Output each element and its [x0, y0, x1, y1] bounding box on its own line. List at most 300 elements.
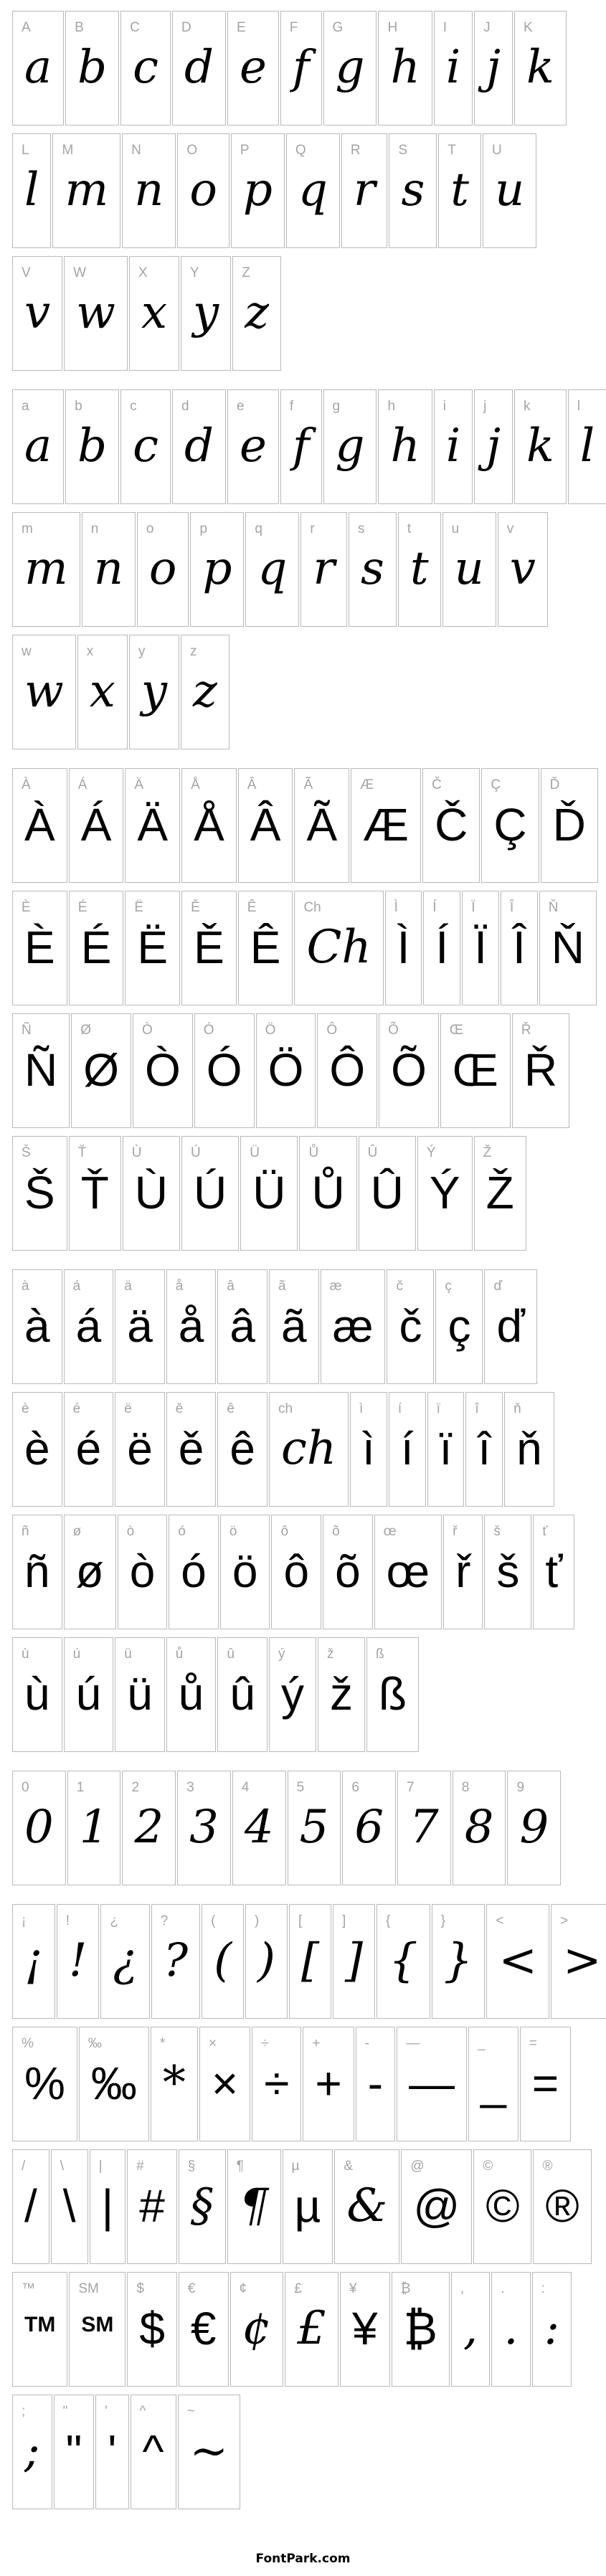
glyph-cell: [303, 2027, 354, 2141]
glyph-cell: [166, 1637, 217, 1752]
glyph-cell-label: &: [344, 2159, 354, 2174]
glyph-cell-glyph: Ï: [474, 922, 487, 973]
glyph-cell: [120, 11, 171, 126]
glyph-cell-glyph: w: [76, 286, 115, 339]
glyph-cell: [181, 891, 237, 1005]
glyph-cell-label: W: [73, 265, 87, 280]
glyph-cell-glyph: À: [24, 799, 55, 851]
glyph-row: [12, 512, 606, 627]
glyph-cell-label: g: [332, 399, 341, 414]
glyph-cell-glyph: €: [190, 2303, 217, 2354]
glyph-cell-label: Ì: [394, 900, 398, 915]
glyph-cell-glyph: É: [80, 922, 112, 973]
glyph-cell-label: ž: [326, 1647, 334, 1662]
glyph-cell-label: r: [310, 521, 315, 536]
glyph-cell: [514, 389, 567, 504]
glyph-cell-glyph: ň: [516, 1423, 542, 1474]
glyph-cell-label: Œ: [449, 1023, 463, 1038]
glyph-cell-label: Ž: [483, 1145, 492, 1160]
glyph-cell-label: Z: [242, 265, 250, 280]
glyph-cell-glyph: x: [141, 286, 168, 339]
glyph-cell-label: ÷: [261, 2036, 269, 2051]
glyph-cell-label: \: [60, 2159, 65, 2174]
glyph-cell: [378, 389, 432, 504]
glyph-cell-label: y: [138, 644, 146, 659]
glyph-cell: [57, 1904, 100, 2019]
glyph-cell: [199, 2027, 250, 2141]
glyph-cell-label: C: [130, 20, 140, 35]
glyph-cell-glyph: 7: [409, 1801, 439, 1854]
glyph-cell-label: µ: [291, 2159, 300, 2174]
glyph-cell: [166, 1392, 217, 1507]
glyph-cell-glyph: Ê: [250, 922, 281, 973]
glyph-cell-glyph: æ: [332, 1300, 374, 1352]
glyph-cell-glyph: ‰: [90, 2058, 137, 2109]
glyph-cell-glyph: e: [239, 41, 267, 94]
glyph-row: [12, 1771, 606, 1885]
glyph-cell-label: |: [98, 2159, 103, 2174]
glyph-cell-label: c: [130, 399, 137, 414]
glyph-cell-glyph: Ř: [524, 1044, 558, 1096]
glyph-cell: [129, 256, 179, 371]
glyph-cell-label: É: [77, 900, 87, 915]
glyph-cell: [269, 1392, 349, 1507]
glyph-cell-label: i: [442, 399, 446, 414]
glyph-cell: [12, 133, 51, 248]
glyph-cell: [54, 2395, 95, 2509]
glyph-cell: [374, 1515, 442, 1629]
glyph-cell: [12, 1392, 62, 1507]
glyph-cell: [12, 1136, 67, 1251]
glyph-cell-glyph: õ: [335, 1545, 361, 1597]
glyph-cell-label: æ: [329, 1279, 342, 1294]
glyph-cell: [177, 133, 229, 248]
glyph-cell-glyph: /: [24, 2180, 37, 2232]
glyph-cell: [179, 2149, 226, 2264]
glyph-cell: [181, 768, 237, 883]
glyph-cell-label: :: [541, 2281, 545, 2296]
glyph-cell: [486, 1904, 549, 2019]
glyph-cell-label: î: [475, 1401, 479, 1416]
glyph-cell: [389, 1392, 426, 1507]
glyph-row: [12, 11, 606, 126]
glyph-cell-glyph: e: [239, 420, 267, 473]
glyph-cell-label: ch: [278, 1401, 293, 1416]
glyph-cell-glyph: ×: [211, 2058, 239, 2109]
glyph-cell: [12, 635, 76, 749]
glyph-cell: [341, 133, 388, 248]
glyph-cell-glyph: Ì: [397, 922, 410, 973]
glyph-cell: [349, 512, 397, 627]
glyph-cell: [178, 2395, 241, 2509]
glyph-cell: [288, 1771, 341, 1885]
glyph-cell-glyph: Ë: [137, 922, 169, 973]
glyph-cell-glyph: y: [141, 665, 168, 718]
glyph-cell: [190, 512, 244, 627]
glyph-cell: [533, 1515, 574, 1629]
glyph-cell-glyph: å: [178, 1300, 204, 1352]
glyph-cell: [12, 2149, 49, 2264]
glyph-cell-glyph: .: [503, 2302, 519, 2355]
glyph-cell: [474, 1136, 526, 1251]
glyph-cell-label: À: [22, 777, 31, 792]
glyph-cell-label: ê: [227, 1401, 235, 1416]
glyph-cell-glyph: ù: [24, 1668, 50, 1720]
glyph-cell-glyph: 1: [79, 1801, 109, 1854]
glyph-cell-label: 3: [186, 1780, 194, 1795]
glyph-cell-label: N: [131, 143, 141, 158]
glyph-cell: [227, 2149, 281, 2264]
glyph-cell: [340, 2272, 390, 2387]
glyph-cell-label: ů: [175, 1647, 184, 1662]
glyph-cell-glyph: (: [214, 1934, 232, 1987]
glyph-cell-label: č: [396, 1279, 403, 1294]
glyph-cell: [115, 1392, 165, 1507]
glyph-cell: [194, 1013, 255, 1128]
glyph-cell-label: á: [72, 1279, 81, 1294]
glyph-cell-label: ): [255, 1913, 260, 1928]
glyph-cell-glyph: Ø: [83, 1044, 119, 1096]
glyph-cell-label: §: [187, 2159, 196, 2174]
glyph-cell: [289, 1904, 331, 2019]
glyph-cell-glyph: *: [162, 2057, 186, 2110]
glyph-cell-label: ]: [341, 1913, 346, 1928]
glyph-cell: [245, 512, 299, 627]
glyph-row: [12, 1515, 606, 1629]
glyph-cell: [318, 1637, 365, 1752]
glyph-cell: [462, 891, 499, 1005]
glyph-cell-label: Ã: [303, 777, 313, 792]
glyph-cell-glyph: v: [509, 542, 536, 595]
glyph-cell-glyph: Ü: [252, 1167, 286, 1218]
glyph-cell-glyph: Œ: [452, 1044, 498, 1096]
glyph-cell-label: ¢: [239, 2281, 247, 2296]
glyph-cell: [484, 1269, 536, 1384]
glyph-cell-label: X: [138, 265, 148, 280]
glyph-cell-glyph: Í: [435, 922, 449, 973]
glyph-cell: [12, 512, 80, 627]
glyph-cell: [202, 1904, 244, 2019]
glyph-cell: [256, 1013, 316, 1128]
glyph-cell-glyph: Î: [512, 922, 526, 973]
glyph-cell-label: å: [175, 1279, 184, 1294]
glyph-cell: [181, 1136, 239, 1251]
glyph-cell-label: F: [289, 20, 298, 35]
glyph-cell-glyph: Ñ: [24, 1044, 58, 1096]
glyph-cell-label: P: [240, 143, 250, 158]
glyph-cell: [423, 891, 460, 1005]
glyph-cell-glyph: k: [526, 420, 554, 473]
glyph-cell-glyph: Ò: [145, 1044, 181, 1096]
glyph-cell-label: >: [560, 1913, 569, 1928]
glyph-cell-glyph: |: [101, 2180, 114, 2232]
glyph-cell-label: Õ: [388, 1023, 399, 1038]
glyph-cell-glyph: $: [139, 2303, 165, 2354]
glyph-cell: [398, 512, 441, 627]
glyph-cell-glyph: l: [579, 420, 595, 473]
glyph-cell-label: +: [312, 2036, 321, 2051]
glyph-cell-label: *: [159, 2036, 166, 2051]
glyph-cell: [69, 891, 124, 1005]
glyph-cell: [12, 1515, 62, 1629]
glyph-cell-glyph: 4: [244, 1801, 274, 1854]
glyph-cell-label: 0: [22, 1780, 29, 1795]
glyph-cell-glyph: l: [24, 164, 39, 217]
glyph-cell-label: %: [22, 2036, 34, 2051]
glyph-cell: [389, 133, 437, 248]
glyph-cell-glyph: Ô: [329, 1044, 366, 1096]
glyph-cell-glyph: ©: [486, 2180, 520, 2232]
glyph-section-uppercase-basic: [12, 11, 606, 371]
glyph-cell-glyph: }: [443, 1934, 473, 1987]
glyph-cell-label: z: [190, 644, 197, 659]
glyph-cell: [520, 2027, 571, 2141]
glyph-cell: [12, 1771, 66, 1885]
glyph-row: [12, 1013, 606, 1128]
glyph-cell-label: Î: [509, 900, 514, 915]
glyph-cell-label: ò: [126, 1524, 135, 1539]
glyph-cell: [280, 389, 322, 504]
glyph-cell: [417, 1136, 473, 1251]
glyph-cell: [227, 389, 279, 504]
glyph-cell: [69, 768, 124, 883]
glyph-cell: [12, 11, 64, 126]
glyph-cell-label: Ê: [247, 900, 257, 915]
glyph-cell-label: ß: [375, 1647, 384, 1662]
glyph-cell: [67, 1771, 121, 1885]
glyph-cell: [12, 389, 64, 504]
glyph-cell: [127, 2272, 177, 2387]
glyph-cell-glyph: œ: [386, 1545, 430, 1597]
glyph-cell-label: ó: [178, 1524, 186, 1539]
glyph-cell: [350, 1392, 387, 1507]
glyph-cell-label: ü: [124, 1647, 132, 1662]
glyph-cell-label: h: [387, 399, 396, 414]
glyph-cell-glyph: Á: [80, 799, 112, 851]
glyph-cell-glyph: o: [148, 542, 177, 595]
fontpark-link[interactable]: FontPark.com: [255, 2552, 351, 2566]
glyph-cell-label: Ch: [303, 900, 321, 915]
glyph-cell: [181, 256, 231, 371]
glyph-cell-label: ®: [542, 2159, 553, 2174]
glyph-cell: [468, 2027, 519, 2141]
glyph-cell-glyph: <: [498, 1934, 537, 1987]
glyph-cell-glyph: %: [24, 2058, 65, 2109]
glyph-cell-label: Ř: [521, 1023, 531, 1038]
glyph-cell-glyph: q: [257, 542, 288, 595]
glyph-cell-glyph: b: [77, 41, 108, 94]
glyph-cell: [501, 891, 538, 1005]
glyph-cell-glyph: -: [367, 2058, 384, 2109]
glyph-cell-label: Ò: [142, 1023, 153, 1038]
glyph-cell-glyph: i: [445, 41, 461, 94]
glyph-cell: [82, 512, 136, 627]
glyph-cell-label: û: [227, 1647, 235, 1662]
glyph-cell-glyph: È: [24, 922, 55, 973]
glyph-cell-label: B: [75, 20, 84, 35]
glyph-cell-label: 7: [407, 1780, 415, 1795]
glyph-cell: [532, 2272, 572, 2387]
glyph-cell: [120, 389, 171, 504]
glyph-cell: [172, 11, 226, 126]
glyph-cell-glyph: [: [301, 1934, 319, 1987]
glyph-cell: [379, 1013, 439, 1128]
glyph-cell: [504, 1392, 554, 1507]
glyph-cell-label: O: [186, 143, 198, 158]
glyph-cell: [231, 133, 285, 248]
glyph-cell-glyph: ë: [127, 1423, 153, 1474]
glyph-cell-glyph: 6: [354, 1801, 384, 1854]
glyph-cell-glyph: ¥: [351, 2303, 378, 2354]
glyph-cell-glyph: ř: [455, 1545, 471, 1597]
glyph-cell-label: í: [397, 1401, 402, 1416]
glyph-cell-glyph: ã: [280, 1300, 307, 1352]
glyph-cell: [12, 1637, 62, 1752]
glyph-cell: [100, 1904, 149, 2019]
glyph-cell-label: Ď: [549, 777, 560, 792]
glyph-cell: [294, 891, 383, 1005]
glyph-cell-label: ř: [453, 1524, 458, 1539]
glyph-cell-glyph: Õ: [391, 1044, 427, 1096]
glyph-cell-glyph: :: [544, 2302, 560, 2355]
glyph-cell: [474, 389, 513, 504]
glyph-cell-label: ~: [186, 2404, 195, 2419]
glyph-cell-label: 2: [131, 1780, 140, 1795]
glyph-row: [12, 389, 606, 504]
glyph-cell-glyph: u: [454, 542, 484, 595]
glyph-cell-label: J: [483, 20, 491, 35]
glyph-cell: [252, 2027, 301, 2141]
glyph-cell: [299, 1136, 356, 1251]
glyph-cell-label: w: [22, 644, 32, 659]
glyph-cell-glyph: ě: [178, 1423, 204, 1474]
glyph-cell: [294, 768, 349, 883]
glyph-cell-label: Æ: [360, 777, 374, 792]
glyph-cell-label: ₿: [400, 2281, 411, 2296]
glyph-cell: [12, 256, 62, 371]
glyph-cell-glyph: ď: [496, 1300, 525, 1352]
glyph-cell-glyph: k: [526, 41, 554, 94]
glyph-cell: [280, 11, 322, 126]
glyph-cell-glyph: £: [297, 2302, 326, 2355]
glyph-cell-glyph: ¢: [242, 2302, 272, 2355]
glyph-cell-label: ©: [483, 2159, 493, 2174]
glyph-cell: [334, 2149, 399, 2264]
glyph-row: [12, 1637, 606, 1752]
glyph-cell: [451, 2272, 490, 2387]
glyph-cell-label: Ť: [77, 1145, 87, 1160]
glyph-cell-glyph: µ: [294, 2180, 321, 2232]
glyph-cell-label: ,: [460, 2281, 465, 2296]
glyph-cell: [432, 1904, 486, 2019]
glyph-cell: [422, 768, 480, 883]
glyph-cell-glyph: ÷: [264, 2058, 290, 2109]
glyph-cell-glyph: m: [24, 542, 68, 595]
glyph-cell-glyph: c: [133, 420, 158, 473]
glyph-cell: [52, 133, 120, 248]
glyph-cell-label: ×: [208, 2036, 217, 2051]
glyph-cell: [65, 11, 119, 126]
glyph-cell: [397, 1771, 451, 1885]
glyph-cell-label: Ů: [308, 1145, 319, 1160]
glyph-cell: [378, 11, 432, 126]
glyph-cell: [465, 1392, 503, 1507]
glyph-cell-glyph: Û: [370, 1167, 404, 1218]
glyph-cell-glyph: s: [401, 164, 425, 217]
glyph-cell-label: ": [62, 2404, 68, 2419]
glyph-cell: [434, 11, 473, 126]
glyph-cell-glyph: ê: [229, 1423, 255, 1474]
glyph-cell-label: l: [577, 399, 581, 414]
glyph-cell-glyph: ì: [362, 1423, 375, 1474]
glyph-cell: [115, 1269, 165, 1384]
glyph-cell: [539, 891, 597, 1005]
glyph-cell-label: Q: [295, 143, 306, 158]
glyph-cell: [397, 2027, 467, 2141]
glyph-cell-glyph: š: [496, 1545, 520, 1597]
glyph-cell-label: U: [492, 143, 502, 158]
glyph-cell: [169, 1515, 219, 1629]
glyph-cell-glyph: Ù: [134, 1167, 168, 1218]
glyph-cell-label: ú: [72, 1647, 81, 1662]
glyph-cell: [220, 1515, 270, 1629]
glyph-cell: [453, 1771, 506, 1885]
glyph-row: [12, 2149, 606, 2264]
glyph-cell-glyph: r: [313, 542, 335, 595]
glyph-cell: [434, 389, 473, 504]
glyph-cell-glyph: 5: [299, 1801, 329, 1854]
glyph-cell-glyph: b: [77, 420, 108, 473]
glyph-cell: [568, 389, 606, 504]
glyph-cell-glyph: p: [202, 542, 232, 595]
glyph-cell-label: Å: [191, 777, 200, 792]
glyph-cell-glyph: Ů: [311, 1167, 345, 1218]
glyph-row: [12, 635, 606, 749]
glyph-cell: [115, 1637, 165, 1752]
glyph-cell-glyph: ó: [181, 1545, 207, 1597]
glyph-cell-glyph: ,: [463, 2302, 478, 2355]
glyph-cell: [118, 1515, 168, 1629]
glyph-cell-glyph: Ý: [429, 1167, 460, 1218]
glyph-cell: [172, 389, 226, 504]
glyph-cell-glyph: q: [298, 164, 328, 217]
glyph-cell: [514, 11, 567, 126]
glyph-cell-glyph: u: [495, 164, 525, 217]
glyph-row: [12, 1269, 606, 1384]
glyph-cell-label: G: [332, 20, 344, 35]
glyph-cell-glyph: §: [190, 2179, 214, 2232]
glyph-cell-glyph: o: [189, 164, 217, 217]
glyph-cell-label: Ô: [326, 1023, 338, 1038]
glyph-cell: [125, 891, 180, 1005]
glyph-cell: [125, 768, 180, 883]
glyph-cell-label: _: [478, 2036, 486, 2051]
glyph-cell-label: ': [105, 2404, 108, 2419]
glyph-cell-glyph: j: [486, 41, 501, 94]
glyph-cell-glyph: ₿: [403, 2303, 437, 2354]
glyph-cell: [323, 1515, 373, 1629]
glyph-cell: [181, 635, 229, 749]
glyph-cell: [238, 768, 293, 883]
glyph-cell-glyph: c: [133, 41, 158, 94]
glyph-cell-label: ý: [278, 1647, 285, 1662]
glyph-cell-glyph: x: [89, 665, 115, 718]
glyph-cell: [498, 512, 548, 627]
glyph-cell-glyph: Ž: [486, 1167, 514, 1218]
glyph-cell-glyph: ": [65, 2425, 82, 2477]
glyph-row: [12, 2027, 606, 2141]
glyph-cell: [166, 1269, 217, 1384]
